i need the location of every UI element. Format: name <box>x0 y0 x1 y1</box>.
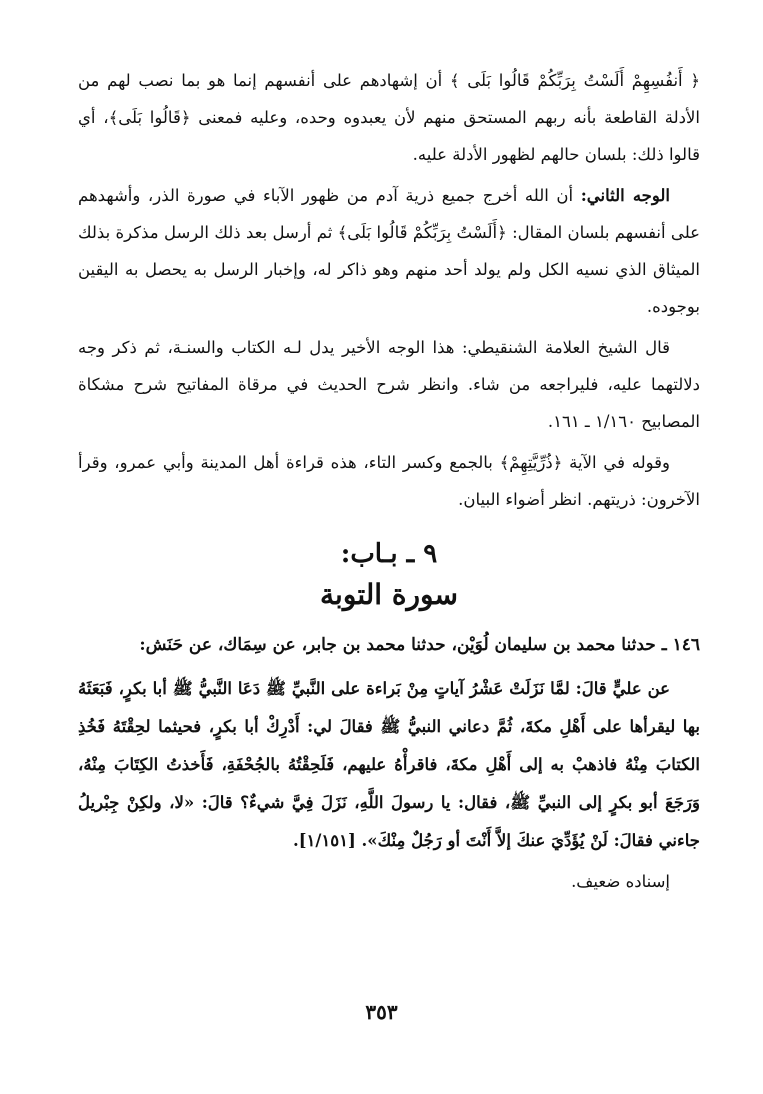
hadith-isnad: ١٤٦ ـ حدثنا محمد بن سليمان لُوَيْن، حدثنا محمد بن جابر، عن سِمَاك، عن حَنَش: <box>139 635 700 655</box>
commentary-paragraph-2 <box>78 177 700 325</box>
second-view-label: الوجه الثاني: <box>580 186 670 205</box>
hadith-text: عن عليٍّ قالَ: لمَّا نَزَلَتْ عَشْرُ آياتٍ مِنْ بَراءة على النَّبيِّ ﷺ دَعَا النَّبيُّ ﷺ أبا بكرٍ، فَبَعَثَهُ بها ليقرأها على أَهْلِ مكةَ، ثُمَّ دعاني النبيُّ ﷺ فقالَ لي: أَدْرِكْ أبا بكرٍ، فحيثما لحِقْتَهُ فَخُذِ الكتابَ مِنْهُ فاذهبْ به إلى أَهْلِ مكةَ، فاقرأْهُ عليهم، فَلَحِقْتُهُ بالجُحْفَةِ، فَأَخذتُ الكِتَابَ مِنْهُ، وَرَجَعَ أبو بكرٍ إلى النبيِّ ﷺ، فقال: يا رسولَ اللَّهِ، نَزَلَ فِيَّ شيءٌ؟ قالَ: «لا، ولكِنْ جِبْريلُ جاءني فقالَ: لَنْ يُؤَدِّيَ عنكَ إلاَّ أَنْتَ أو رَجُلٌ مِنْكَ». [١/١٥١]. <box>78 679 700 850</box>
commentary-paragraph-3 <box>78 329 700 440</box>
chapter-title: سورة التوبة <box>320 578 458 611</box>
commentary-paragraph-1 <box>78 62 700 173</box>
chapter-number: ٩ ـ بـاب: <box>340 539 438 569</box>
commentary-text-1: ﴿ أَنفُسِهِمْ أَلَسْتُ بِرَبِّكُمْ قَالُوا بَلَى ﴾ أن إشهادهم على أنفسهم إنما هو بما نصب لهم من الأدلة القاطعة بأنه ربهم المستحق منهم لأن يعبدوه وحده، وعليه فمعنى ﴿قَالُوا بَلَى﴾، أي قالوا ذلك: بلسان حالهم لظهور الأدلة عليه. <box>78 71 700 164</box>
commentary-text-2: أن الله أخرج جميع ذرية آدم من ظهور الآباء في صورة الذر، وأشهدهم على أنفسهم بلسان المقال: ﴿أَلَسْتُ بِرَبِّكُمْ قَالُوا بَلَى﴾ ثم أرسل بعد ذلك الرسل مذكرة بذلك الميثاق الذي نسيه الكل ولم يولد أحد منهم وهو ذاكر له، وإخبار الرسل به يحصل به اليقين بوجوده. <box>78 186 700 316</box>
page-number: ٣٥٣ <box>365 1000 398 1024</box>
hadith-grading: إسناده ضعيف. <box>571 872 670 891</box>
commentary-text-4: وقوله في الآية ﴿ذُرِّيَّتِهِمْ﴾ بالجمع وكسر التاء، هذه قراءة أهل المدينة وأبي عمرو، وقرأ الآخرون: ذريتهم. انظر أضواء البيان. <box>78 453 700 509</box>
commentary-text-3: قال الشيخ العلامة الشنقيطي: هذا الوجه الأخير يدل لـه الكتاب والسنـة، ثم ذكر وجه دلالتهما عليه، فليراجعه من شاء. وانظر شرح الحديث في مرقاة المفاتيح شرح مشكاة المصابيح ١/١٦٠ ـ ١٦١. <box>78 338 700 431</box>
page-body <box>78 62 700 900</box>
commentary-paragraph-4 <box>78 444 700 518</box>
